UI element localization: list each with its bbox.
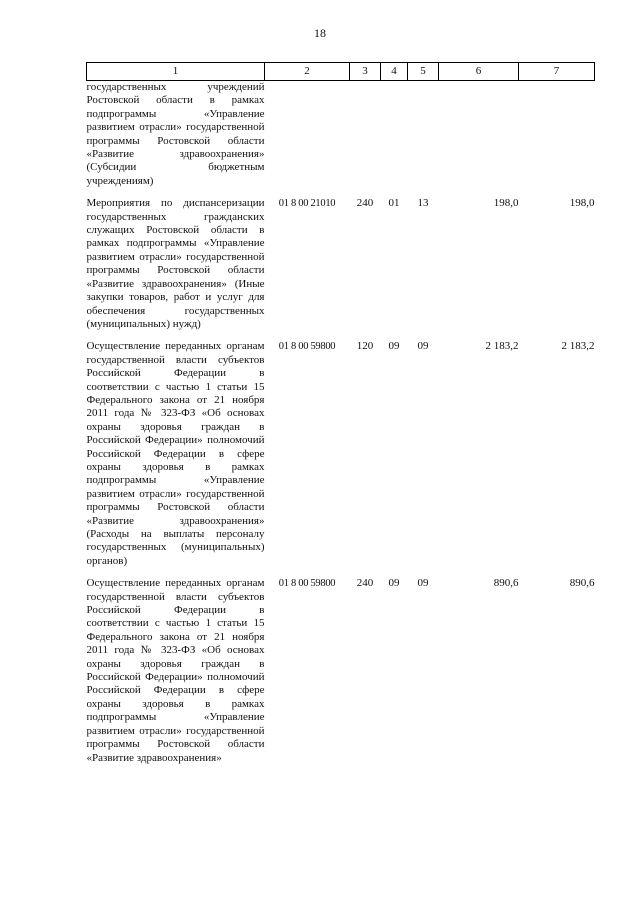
column-header: 6: [439, 63, 519, 81]
page-number: 18: [314, 26, 326, 40]
row-sum-2: [519, 81, 595, 198]
row-name: Осуществление переданных органам государственной власти субъектов Российской Федерации в соответствии с частью 1 статьи 15 Федерального закона от 21 ноября 2011 года № 323-ФЗ «Об основах охраны здоровья граждан в Российской Федерации» полномочий Российской Федерации в сфере охраны здоровья в рамках подпрограммы «Управление развитием отрасли» государственной программы Ростовской области «Развитие здравоохранения» (Расходы на выплаты персоналу государственных (муниципальных) органов): [86, 340, 265, 567]
row-code: 01 8 00 59800: [278, 341, 336, 353]
column-header: 1: [87, 63, 265, 81]
column-header: 4: [381, 63, 408, 81]
row-rz: 01: [388, 197, 400, 210]
table-row: [87, 81, 595, 198]
row-pr: [408, 81, 439, 198]
row-pr: 09: [417, 577, 429, 590]
row-code: [265, 81, 350, 198]
row-code: 01 8 00 21010: [278, 198, 336, 210]
row-vr: 240: [356, 577, 374, 590]
row-pr: 13: [417, 197, 429, 210]
row-sum-2: 198,0: [569, 197, 595, 210]
row-name: Осуществление переданных органам государственной власти субъектов Российской Федерации в соответствии с частью 1 статьи 15 Федерального закона от 21 ноября 2011 года № 323-ФЗ «Об основах охраны здоровья граждан в Российской Федерации» полномочий Российской Федерации в сфере охраны здоровья в рамках подпрограммы «Управление развитием отрасли» государственной программы Ростовской области «Развитие здравоохранения»: [86, 577, 265, 764]
column-header: 3: [350, 63, 381, 81]
column-header: 7: [519, 63, 595, 81]
row-sum-1: [439, 81, 519, 198]
row-rz: 09: [388, 577, 400, 590]
row-vr: 120: [356, 340, 374, 353]
row-vr: [350, 81, 381, 198]
table-row: [87, 197, 595, 340]
row-rz: 09: [388, 340, 400, 353]
row-name: государственных учреждений Ростовской области в рамках подпрограммы «Управление развитием отрасли» государственной программы Ростовской области «Развитие здравоохранения» (Субсидии бюджетным учреждениям): [86, 81, 265, 187]
row-sum-1: 2 183,2: [485, 340, 519, 353]
column-header: 2: [265, 63, 350, 81]
budget-table: [86, 62, 595, 765]
row-pr: 09: [417, 340, 429, 353]
table-header-row: [87, 63, 595, 81]
row-rz: [381, 81, 408, 198]
table-row: [87, 577, 595, 765]
row-vr: 240: [356, 197, 374, 210]
row-code: 01 8 00 59800: [278, 578, 336, 590]
row-sum-2: 2 183,2: [561, 340, 595, 353]
row-sum-1: 198,0: [493, 197, 519, 210]
row-sum-2: 890,6: [569, 577, 595, 590]
column-header: 5: [408, 63, 439, 81]
table-row: [87, 340, 595, 577]
row-sum-1: 890,6: [493, 577, 519, 590]
row-name: Мероприятия по диспансеризации государственных гражданских служащих Ростовской области в рамках подпрограммы «Управление развитием отрасли» государственной программы Ростовской области «Развитие здравоохранения» (Иные закупки товаров, работ и услуг для обеспечения государственных (муниципальных) нужд): [86, 197, 265, 330]
